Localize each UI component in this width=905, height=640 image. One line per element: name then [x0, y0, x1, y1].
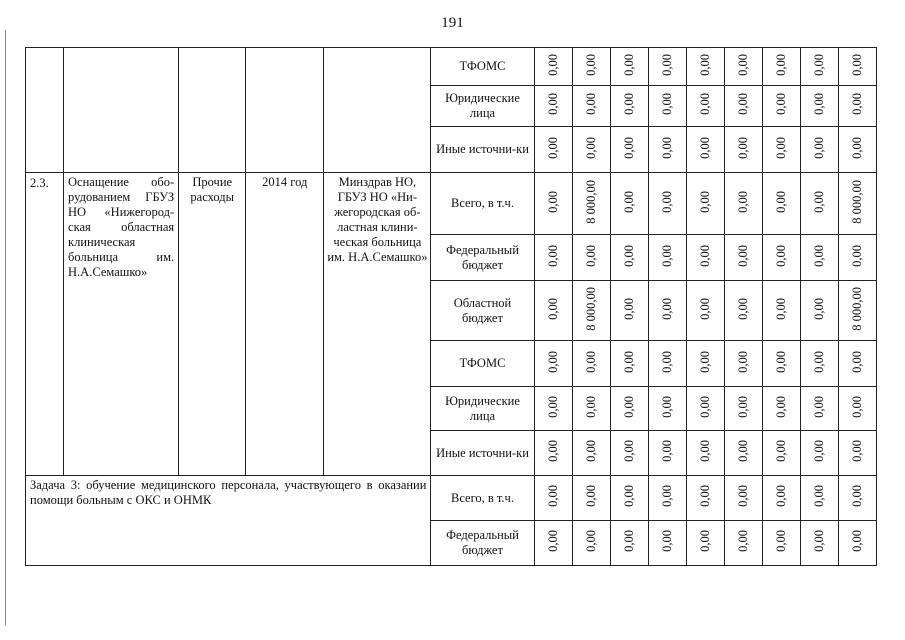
value-cell — [686, 431, 724, 476]
value-cell — [838, 521, 876, 566]
value-cell — [610, 86, 648, 127]
value-text: 0,00 — [545, 136, 560, 159]
value-text: 0,00 — [545, 297, 560, 320]
value-cell — [724, 48, 762, 86]
value-text: 0,00 — [735, 395, 750, 418]
value-text: 0,00 — [773, 53, 788, 76]
value-text: 0,00 — [659, 395, 674, 418]
value-cell — [762, 173, 800, 235]
value-text: 0,00 — [811, 93, 826, 115]
value-text: 0,00 — [545, 53, 560, 76]
value-text: 0,00 — [811, 190, 826, 213]
value-cell — [572, 281, 610, 341]
value-text: 0,00 — [583, 136, 598, 159]
value-text: 0,00 — [583, 485, 598, 507]
value-cell — [838, 431, 876, 476]
value-text: 0,00 — [583, 350, 598, 373]
value-text: 0,00 — [659, 93, 674, 115]
value-text: 0,00 — [773, 395, 788, 418]
value-text: 8 000,00 — [583, 179, 598, 224]
value-text: 0,00 — [583, 530, 598, 552]
value-cell — [648, 235, 686, 281]
value-cell — [610, 431, 648, 476]
value-cell — [724, 86, 762, 127]
source-label: ТФОМС — [431, 48, 534, 86]
value-text: 0,00 — [621, 93, 636, 115]
value-text: 0,00 — [773, 190, 788, 213]
value-text: 0,00 — [811, 485, 826, 507]
value-text: 8 000,00 — [849, 286, 864, 331]
value-text: 0,00 — [545, 190, 560, 213]
value-text: 0,00 — [849, 93, 864, 115]
budget-table — [25, 47, 877, 566]
value-text: 0,00 — [735, 53, 750, 76]
value-cell — [686, 387, 724, 431]
value-text: 0,00 — [621, 530, 636, 552]
value-cell — [686, 476, 724, 521]
value-text: 0,00 — [697, 395, 712, 418]
value-cell — [800, 127, 838, 173]
value-cell — [572, 521, 610, 566]
value-cell — [686, 48, 724, 86]
value-cell — [800, 173, 838, 235]
value-text: 0,00 — [773, 297, 788, 320]
cell-expense-empty — [179, 48, 246, 173]
value-text: 0,00 — [811, 53, 826, 76]
task-description: Задача 3: обучение медицинского персонала, участвующего в оказании помощи больным с ОКС и ОНМК — [26, 476, 431, 566]
cell-number-empty — [26, 48, 64, 173]
value-text: 0,00 — [849, 530, 864, 552]
value-cell — [800, 476, 838, 521]
value-cell — [686, 281, 724, 341]
value-text: 0,00 — [583, 440, 598, 462]
value-text: 0,00 — [811, 530, 826, 552]
value-cell — [838, 341, 876, 387]
value-cell — [610, 48, 648, 86]
value-text: 0,00 — [697, 136, 712, 159]
value-text: 0,00 — [849, 485, 864, 507]
value-text: 0,00 — [773, 350, 788, 373]
value-text: 0,00 — [659, 53, 674, 76]
value-cell — [572, 387, 610, 431]
value-text: 0,00 — [735, 297, 750, 320]
value-cell — [724, 173, 762, 235]
value-text: 8 000,00 — [583, 286, 598, 331]
value-cell — [572, 341, 610, 387]
value-text: 0,00 — [849, 440, 864, 462]
value-cell — [572, 235, 610, 281]
value-cell — [686, 235, 724, 281]
value-text: 0,00 — [697, 244, 712, 267]
value-text: 0,00 — [735, 530, 750, 552]
value-cell — [610, 387, 648, 431]
value-cell — [724, 235, 762, 281]
value-text: 0,00 — [811, 136, 826, 159]
value-text: 0,00 — [659, 530, 674, 552]
value-text: 0,00 — [659, 297, 674, 320]
value-cell — [800, 48, 838, 86]
value-text: 0,00 — [773, 93, 788, 115]
value-text: 0,00 — [545, 440, 560, 462]
value-text: 0,00 — [621, 190, 636, 213]
value-text: 0,00 — [697, 485, 712, 507]
value-cell — [534, 476, 572, 521]
value-cell — [610, 521, 648, 566]
value-text: 0,00 — [621, 440, 636, 462]
value-text: 0,00 — [849, 53, 864, 76]
value-text: 0,00 — [621, 297, 636, 320]
value-cell — [534, 431, 572, 476]
value-cell — [648, 48, 686, 86]
source-label: Юридические лица — [431, 86, 534, 127]
value-text: 0,00 — [659, 350, 674, 373]
value-cell — [686, 173, 724, 235]
margin-rule — [5, 30, 6, 625]
value-text: 0,00 — [545, 244, 560, 267]
value-text: 0,00 — [697, 297, 712, 320]
value-text: 0,00 — [621, 136, 636, 159]
value-text: 0,00 — [849, 395, 864, 418]
page-number: 191 — [441, 15, 464, 31]
value-cell — [838, 476, 876, 521]
value-text: 0,00 — [659, 440, 674, 462]
value-text: 0,00 — [811, 440, 826, 462]
source-label: Иные источни-ки — [431, 127, 534, 173]
value-text: 0,00 — [621, 53, 636, 76]
value-text: 0,00 — [621, 350, 636, 373]
value-text: 0,00 — [621, 244, 636, 267]
period: 2014 год — [246, 173, 324, 476]
value-text: 0,00 — [545, 395, 560, 418]
value-text: 0,00 — [583, 53, 598, 76]
value-text: 0,00 — [697, 53, 712, 76]
value-cell — [838, 235, 876, 281]
value-cell — [724, 127, 762, 173]
value-text: 0,00 — [545, 93, 560, 115]
value-cell — [762, 387, 800, 431]
value-cell — [648, 387, 686, 431]
value-text: 0,00 — [659, 244, 674, 267]
value-text: 0,00 — [545, 530, 560, 552]
value-cell — [838, 387, 876, 431]
value-cell — [762, 281, 800, 341]
value-text: 0,00 — [545, 485, 560, 507]
value-text: 0,00 — [659, 485, 674, 507]
value-cell — [800, 281, 838, 341]
value-text: 0,00 — [735, 190, 750, 213]
value-text: 0,00 — [697, 93, 712, 115]
value-cell — [762, 86, 800, 127]
value-text: 0,00 — [583, 395, 598, 418]
value-cell — [800, 431, 838, 476]
value-text: 0,00 — [811, 297, 826, 320]
value-cell — [572, 431, 610, 476]
value-cell — [762, 341, 800, 387]
value-text: 0,00 — [735, 244, 750, 267]
value-text: 0,00 — [811, 350, 826, 373]
value-cell — [800, 235, 838, 281]
value-text: 0,00 — [621, 485, 636, 507]
value-text: 0,00 — [849, 244, 864, 267]
value-cell — [724, 387, 762, 431]
cell-executor-empty — [324, 48, 431, 173]
cell-period-empty — [246, 48, 324, 173]
value-cell — [534, 387, 572, 431]
value-text: 0,00 — [735, 350, 750, 373]
value-text: 0,00 — [697, 350, 712, 373]
value-cell — [724, 281, 762, 341]
value-cell — [572, 48, 610, 86]
value-text: 0,00 — [659, 190, 674, 213]
value-cell — [572, 476, 610, 521]
source-label: Юридические лица — [431, 387, 534, 431]
value-cell — [686, 521, 724, 566]
value-cell — [534, 173, 572, 235]
value-cell — [838, 127, 876, 173]
value-cell — [648, 521, 686, 566]
value-cell — [534, 235, 572, 281]
value-cell — [800, 387, 838, 431]
value-cell — [610, 235, 648, 281]
value-cell — [724, 341, 762, 387]
cell-description-empty — [64, 48, 179, 173]
value-cell — [572, 127, 610, 173]
value-cell — [838, 173, 876, 235]
value-cell — [762, 476, 800, 521]
value-cell — [762, 235, 800, 281]
value-cell — [610, 281, 648, 341]
value-text: 0,00 — [773, 440, 788, 462]
source-label: Федеральный бюджет — [431, 235, 534, 281]
source-label: ТФОМС — [431, 341, 534, 387]
value-cell — [534, 341, 572, 387]
value-text: 0,00 — [773, 485, 788, 507]
value-cell — [686, 86, 724, 127]
value-text: 0,00 — [849, 350, 864, 373]
table-row — [26, 476, 877, 521]
value-text: 0,00 — [583, 93, 598, 115]
value-cell — [648, 127, 686, 173]
value-cell — [762, 431, 800, 476]
value-cell — [648, 476, 686, 521]
value-cell — [610, 173, 648, 235]
source-label: Всего, в т.ч. — [431, 476, 534, 521]
value-text: 0,00 — [735, 440, 750, 462]
value-cell — [838, 86, 876, 127]
value-text: 0,00 — [697, 530, 712, 552]
value-cell — [686, 127, 724, 173]
source-label: Иные источни-ки — [431, 431, 534, 476]
value-text: 0,00 — [659, 136, 674, 159]
value-cell — [534, 281, 572, 341]
value-cell — [648, 173, 686, 235]
value-cell — [724, 431, 762, 476]
value-cell — [610, 341, 648, 387]
value-cell — [572, 173, 610, 235]
value-text: 0,00 — [545, 350, 560, 373]
value-cell — [648, 341, 686, 387]
value-cell — [800, 341, 838, 387]
expense-type: Прочие расходы — [179, 173, 246, 476]
value-cell — [534, 521, 572, 566]
value-cell — [838, 281, 876, 341]
table-row — [26, 173, 877, 235]
value-cell — [762, 521, 800, 566]
executor: Минздрав НО, ГБУЗ НО «Ни-жегородская об-ластная клини-ческая больница им. Н.А.Семашко» — [324, 173, 431, 476]
table-row — [26, 48, 877, 86]
source-label: Областной бюджет — [431, 281, 534, 341]
value-cell — [762, 48, 800, 86]
value-cell — [648, 281, 686, 341]
value-cell — [572, 86, 610, 127]
value-text: 0,00 — [773, 244, 788, 267]
value-cell — [724, 521, 762, 566]
value-cell — [648, 431, 686, 476]
measure-number: 2.3. — [26, 173, 64, 476]
value-text: 0,00 — [583, 244, 598, 267]
source-label: Федеральный бюджет — [431, 521, 534, 566]
value-cell — [610, 476, 648, 521]
source-label: Всего, в т.ч. — [431, 173, 534, 235]
value-cell — [838, 48, 876, 86]
value-text: 0,00 — [811, 395, 826, 418]
value-text: 0,00 — [773, 136, 788, 159]
value-text: 0,00 — [849, 136, 864, 159]
value-cell — [800, 86, 838, 127]
value-cell — [724, 476, 762, 521]
value-text: 0,00 — [811, 244, 826, 267]
value-text: 0,00 — [735, 93, 750, 115]
value-text: 0,00 — [773, 530, 788, 552]
measure-description: Оснащение обо-рудованием ГБУЗ НО «Нижегород-ская областная клиническая больница им. Н.А.Семашко» — [64, 173, 179, 476]
value-text: 0,00 — [621, 395, 636, 418]
value-cell — [800, 521, 838, 566]
value-cell — [762, 127, 800, 173]
value-cell — [686, 341, 724, 387]
value-cell — [534, 86, 572, 127]
value-text: 0,00 — [735, 485, 750, 507]
value-text: 8 000,00 — [849, 179, 864, 224]
value-cell — [534, 48, 572, 86]
value-cell — [610, 127, 648, 173]
value-cell — [534, 127, 572, 173]
value-text: 0,00 — [735, 136, 750, 159]
value-text: 0,00 — [697, 190, 712, 213]
value-text: 0,00 — [697, 440, 712, 462]
value-cell — [648, 86, 686, 127]
